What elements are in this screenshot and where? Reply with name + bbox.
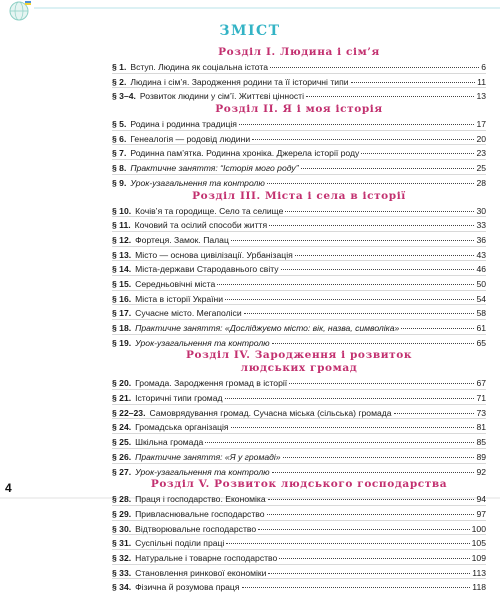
toc-entry-page: 73 [476,407,486,418]
toc-entry-page: 30 [476,205,486,216]
toc-entry [112,536,486,548]
toc-entry-title: Кочовий та осілий способи життя [134,220,268,231]
toc-entry-title: Родина і родинна традиція [130,119,237,130]
toc-entry-title: Привласнювальне господарство [135,508,265,519]
toc-entry-number: § 9. [112,177,127,188]
toc-entry-number: § 32. [112,552,132,563]
toc-entry-page: 54 [476,293,486,304]
toc-dot-leader [281,260,475,270]
toc-entry [112,492,486,504]
toc-entry-page: 67 [476,378,486,389]
toc-entry-title: Урок-узагальнення та контролю [135,337,270,348]
toc-entry-number: § 34. [112,582,132,593]
toc-entry-title: Міста в історії України [135,293,224,304]
toc-entry [112,566,486,578]
toc-dot-leader [267,174,475,184]
toc-dot-leader [226,534,469,544]
toc-entry [112,176,486,188]
toc-entry-number: § 21. [112,393,132,404]
toc-entry-title: Практичне заняття: «Я у громаді» [135,451,281,462]
toc-entry [112,321,486,333]
toc-entry [112,435,486,447]
toc-entry [112,507,486,519]
toc-entry-title: Родинна пам’ятка. Родинна хроніка. Джерела історії роду [130,148,360,159]
toc-entry-number: § 25. [112,437,132,448]
section-heading-line: Розділ I. Людина і сім’я [218,46,380,58]
toc-entry-number: § 7. [112,148,127,159]
toc-entry [112,391,486,403]
toc-dot-leader [272,334,475,344]
toc-entry-number: § 30. [112,523,132,534]
toc-entry-title: Сучасне місто. Мегаполіси [135,308,242,319]
toc-entry [112,551,486,563]
toc-entry-number: § 24. [112,422,132,433]
toc-entry-title: Шкільна громада [135,437,204,448]
toc-dot-leader [394,404,475,414]
toc-dot-leader [268,564,470,574]
toc-entry [112,248,486,260]
toc-entry-number: § 31. [112,538,132,549]
toc-dot-leader [289,374,474,384]
toc-entry-title: Фортеця. Замок. Палац [135,234,229,245]
toc-entry [112,522,486,534]
table-of-contents [112,44,486,592]
toc-entry-title: Вступ. Людина як соціальна істота [130,62,268,72]
toc-entry-number: § 6. [112,133,127,144]
toc-entry-title: Міста-держави Стародавнього світу [135,264,279,275]
toc-entry-title: Самоврядування громад. Сучасна міська (сільська) громада [149,407,392,418]
toc-entry [112,465,486,477]
toc-entry-title: Громадська організація [135,422,229,433]
section-heading-line: Розділ III. Міста і села в історії [192,189,406,202]
toc-entry-title: Історичні типи громад [135,393,223,404]
toc-dot-leader [401,319,474,329]
toc-entry-title: Урок-узагальнення та контролю [130,177,265,188]
toc-entry-number: § 33. [112,567,132,578]
toc-entry-number: § 13. [112,249,132,260]
toc-entry [112,336,486,348]
toc-entry-title: Кочів’я та городище. Село та селище [135,205,284,216]
toc-entry-number: § 27. [112,466,132,477]
toc-dot-leader [258,520,469,530]
toc-entry-number: § 3–4. [112,91,136,102]
toc-entry-number: § 14. [112,264,132,275]
section-heading-line: Розділ II. Я і моя історія [215,103,383,116]
toc-entry-title: Людина і сім’я. Зародження родини та її історичні типи [130,76,349,87]
toc-entry-page: 85 [476,437,486,448]
toc-dot-leader [231,418,475,428]
toc-entry-title: Практичне заняття: “Історія мого роду” [130,163,299,174]
toc-entry-page: 33 [476,220,486,231]
toc-entry-number: § 16. [112,293,132,304]
toc-entry-number: § 22–23. [112,407,146,418]
toc-entry [112,161,486,173]
toc-entry-page: 109 [471,552,486,563]
toc-entry [112,146,486,158]
toc-entry-title: Громада. Зародження громад в історії [135,378,288,389]
toc-dot-leader [225,290,474,300]
toc-entry-number: § 8. [112,163,127,174]
toc-entry-page: 6 [481,62,486,72]
toc-entry-title: Генеалогія — родовід людини [130,133,251,144]
toc-entry [112,292,486,304]
toc-entry [112,262,486,274]
toc-entry [112,306,486,318]
toc-entry-number: § 19. [112,337,132,348]
toc-entry-title: Розвиток людини у сім’ї. Життєві цінності [139,91,305,102]
toc-entry [112,60,486,72]
toc-dot-leader [270,58,479,68]
toc-entry-page: 36 [476,234,486,245]
toc-entry-number: § 11. [112,220,131,231]
toc-entry [112,75,486,87]
toc-entry-page: 23 [476,148,486,159]
toc-entry-number: § 15. [112,278,132,289]
toc-entry-number: § 20. [112,378,132,389]
toc-entry [112,406,486,418]
toc-dot-leader [267,505,475,515]
section-heading-line: людських громад [240,362,358,375]
toc-entry-page: 43 [476,249,486,260]
toc-dot-leader [269,216,474,226]
toc-dot-leader [217,275,474,285]
toc-dot-leader [279,549,469,559]
toc-entry [112,204,486,216]
toc-entry-page: 97 [476,508,486,519]
toc-dot-leader [306,87,474,97]
toc-entry [112,450,486,462]
toc-dot-leader [283,448,475,458]
toc-entry-page: 50 [476,278,486,289]
section-heading [112,349,486,375]
toc-entry [112,580,486,592]
globe-logo-icon [5,0,33,22]
toc-entry-page: 89 [476,451,486,462]
toc-entry-title: Праця і господарство. Економіка [135,494,266,505]
toc-dot-leader [244,304,475,314]
toc-dot-leader [272,463,475,473]
toc-entry-title: Відтворювальне господарство [135,523,257,534]
toc-entry [112,132,486,144]
toc-entry-page: 25 [476,163,486,174]
toc-entry [112,117,486,129]
toc-entry-number: § 18. [112,323,132,333]
toc-dot-leader [361,144,474,154]
toc-entry-title: Фізична й розумова праця [135,582,240,593]
toc-entry-number: § 29. [112,508,132,519]
toc-entry-page: 94 [476,494,486,505]
toc-dot-leader [268,490,475,500]
toc-entry-title: Урок-узагальнення та контролю [135,466,270,477]
toc-entry-number: § 26. [112,451,132,462]
toc-entry-page: 100 [471,523,486,534]
toc-entry-page: 113 [472,567,486,578]
toc-entry-page: 17 [476,119,486,130]
toc-entry-number: § 17. [112,308,132,319]
toc-entry [112,376,486,388]
toc-entry-page: 118 [472,582,486,593]
toc-entry [112,218,486,230]
toc-entry-title: Натуральне і товарне господарство [135,552,278,563]
toc-dot-leader [285,202,474,212]
toc-entry-title: Становлення ринкової економіки [135,567,267,578]
toc-entry-number: § 28. [112,494,132,505]
toc-entry-number: § 5. [112,119,127,130]
toc-dot-leader [295,246,475,256]
section-heading-line: Розділ V. Розвиток людського господарства [150,478,448,491]
toc-dot-leader [242,578,471,588]
toc-entry-number: § 12. [112,234,132,245]
toc-dot-leader [205,433,474,443]
toc-entry-page: 13 [476,91,486,102]
toc-entry-number: § 10. [112,205,132,216]
toc-entry-page: 81 [476,422,486,433]
toc-dot-leader [225,389,475,399]
toc-entry [112,89,486,101]
toc-entry-title: Середньовічні міста [135,278,216,289]
toc-entry-page: 11 [477,76,486,87]
toc-entry-number: § 1. [112,62,127,72]
toc-entry-title: Практичне заняття: «Досліджуємо місто: вік, назва, символіка» [135,323,400,333]
toc-entry-title: Місто — основа цивілізації. Урбанізація [135,249,293,260]
toc-entry-number: § 2. [112,76,127,87]
toc-entry [112,233,486,245]
toc-entry-page: 92 [476,466,486,477]
toc-entry-page: 61 [476,323,486,333]
toc-entry-title: Суспільні поділи праці [135,538,225,549]
toc-entry-page: 58 [476,308,486,319]
toc-dot-leader [301,159,475,169]
toc-entry-page: 28 [476,177,486,188]
page-title: ЗМІСТ [219,23,281,39]
toc-entry-page: 65 [476,337,486,348]
section-heading-line: Розділ IV. Зародження і розвиток [185,349,413,362]
toc-entry [112,420,486,432]
toc-entry-page: 105 [471,538,486,549]
toc-entry [112,277,486,289]
toc-dot-leader [252,130,474,140]
toc-dot-leader [239,115,474,125]
toc-entry-page: 71 [476,393,486,404]
toc-entry-page: 46 [476,264,486,275]
toc-dot-leader [231,231,475,241]
toc-entry-page: 20 [476,133,486,144]
toc-dot-leader [351,73,476,83]
page-number: 4 [5,481,12,495]
